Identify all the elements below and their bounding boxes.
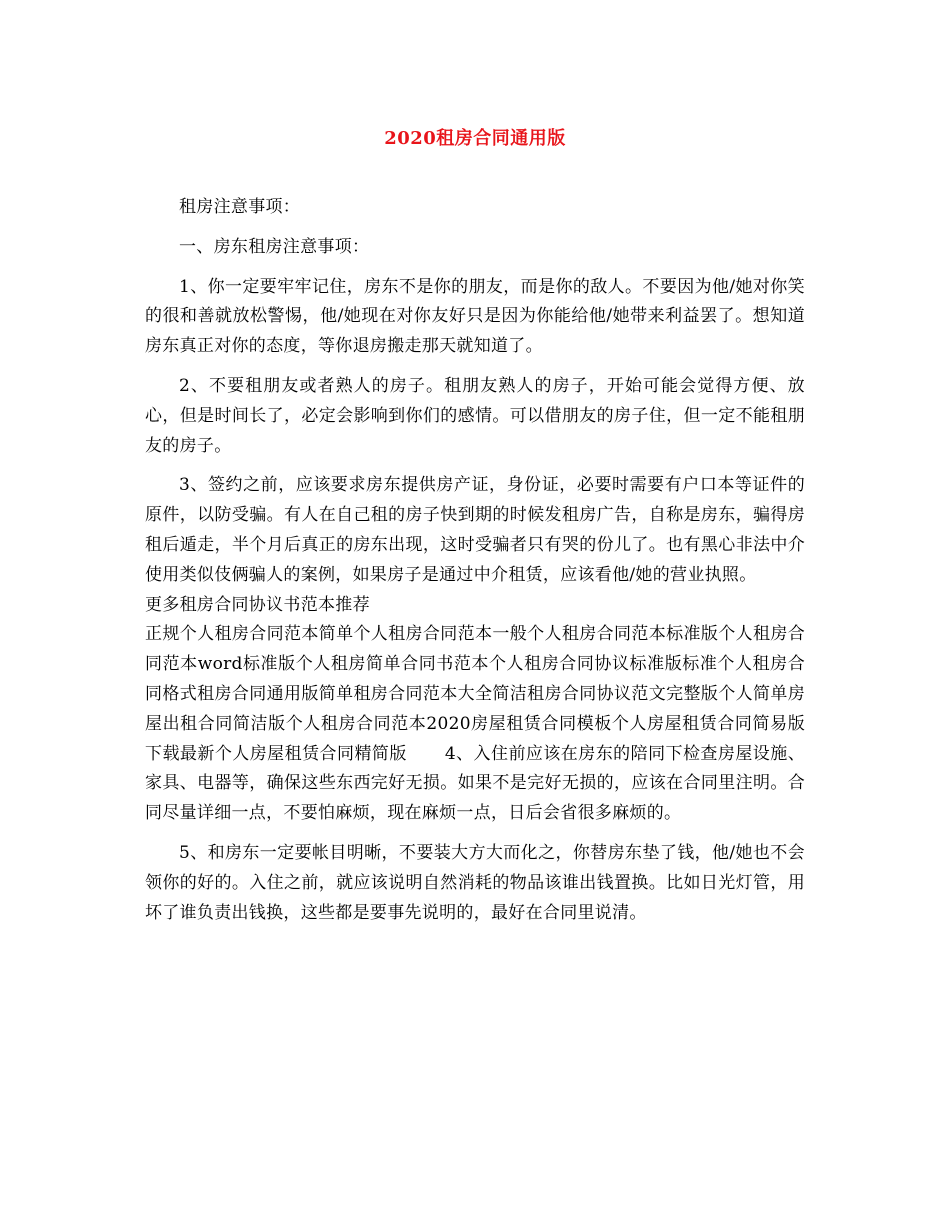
document-body	[145, 193, 805, 928]
item-2-paragraph: 2、不要租朋友或者熟人的房子。租朋友熟人的房子，开始可能会觉得方便、放心，但是时间长了，必定会影响到你们的感情。可以借朋友的房子住，但一定不能租朋友的房子。	[145, 375, 805, 456]
heading: 租房注意事项：	[179, 197, 301, 217]
recommend-title: 更多租房合同协议书范本推荐	[145, 594, 370, 615]
recommend-links[interactable]: 正规个人租房合同范本简单个人租房合同范本一般个人租房合同范本标准版个人租房合同范本word标准版个人租房简单合同书范本个人租房合同协议标准版标准个人租房合同格式租房合同通用版简单租房合同范本大全简洁租房合同协议范文完整版个人简单房屋出租合同简洁版个人租房合同范本2020房屋租赁合同模板个人房屋租赁合同简易版下载最新个人房屋租赁合同精简版	[145, 624, 805, 764]
recommend-block	[145, 620, 805, 829]
item-3-paragraph: 3、签约之前，应该要求房东提供房产证，身份证，必要时需要有户口本等证件的原件，以防受骗。有人在自己租的房子快到期的时候发租房广告，自称是房东，骗得房租后遁走，半个月后真正的房东出现，这时受骗者只有哭的份儿了。也有黑心非法中介使用类似伎俩骗人的案例，如果房子是通过中介租赁，应该看他/她的营业执照。	[145, 475, 805, 585]
section-1-heading: 一、房东租房注意事项：	[179, 236, 370, 257]
document-title: 2020租房合同通用版	[384, 128, 566, 149]
item-5-paragraph: 5、和房东一定要帐目明晰，不要装大方大而化之，你替房东垫了钱，他/她也不会领你的好的。入住之前，就应该说明自然消耗的物品该谁出钱置换。比如日光灯管，用坏了谁负责出钱换，这些都是要事先说明的，最好在合同里说清。	[145, 842, 805, 923]
item-4-paragraph: 4、入住前应该在房东的陪同下检查房屋设施、家具、电器等，确保这些东西完好无损。如果不是完好无损的，应该在合同里注明。合同尽量详细一点，不要怕麻烦，现在麻烦一点，日后会省很多麻烦的。	[145, 743, 805, 824]
item-1-paragraph: 1、你一定要牢牢记住，房东不是你的朋友，而是你的敌人。不要因为他/她对你笑的很和善就放松警惕，他/她现在对你友好只是因为你能给他/她带来利益罢了。想知道房东真正对你的态度，等你退房搬走那天就知道了。	[145, 276, 805, 357]
